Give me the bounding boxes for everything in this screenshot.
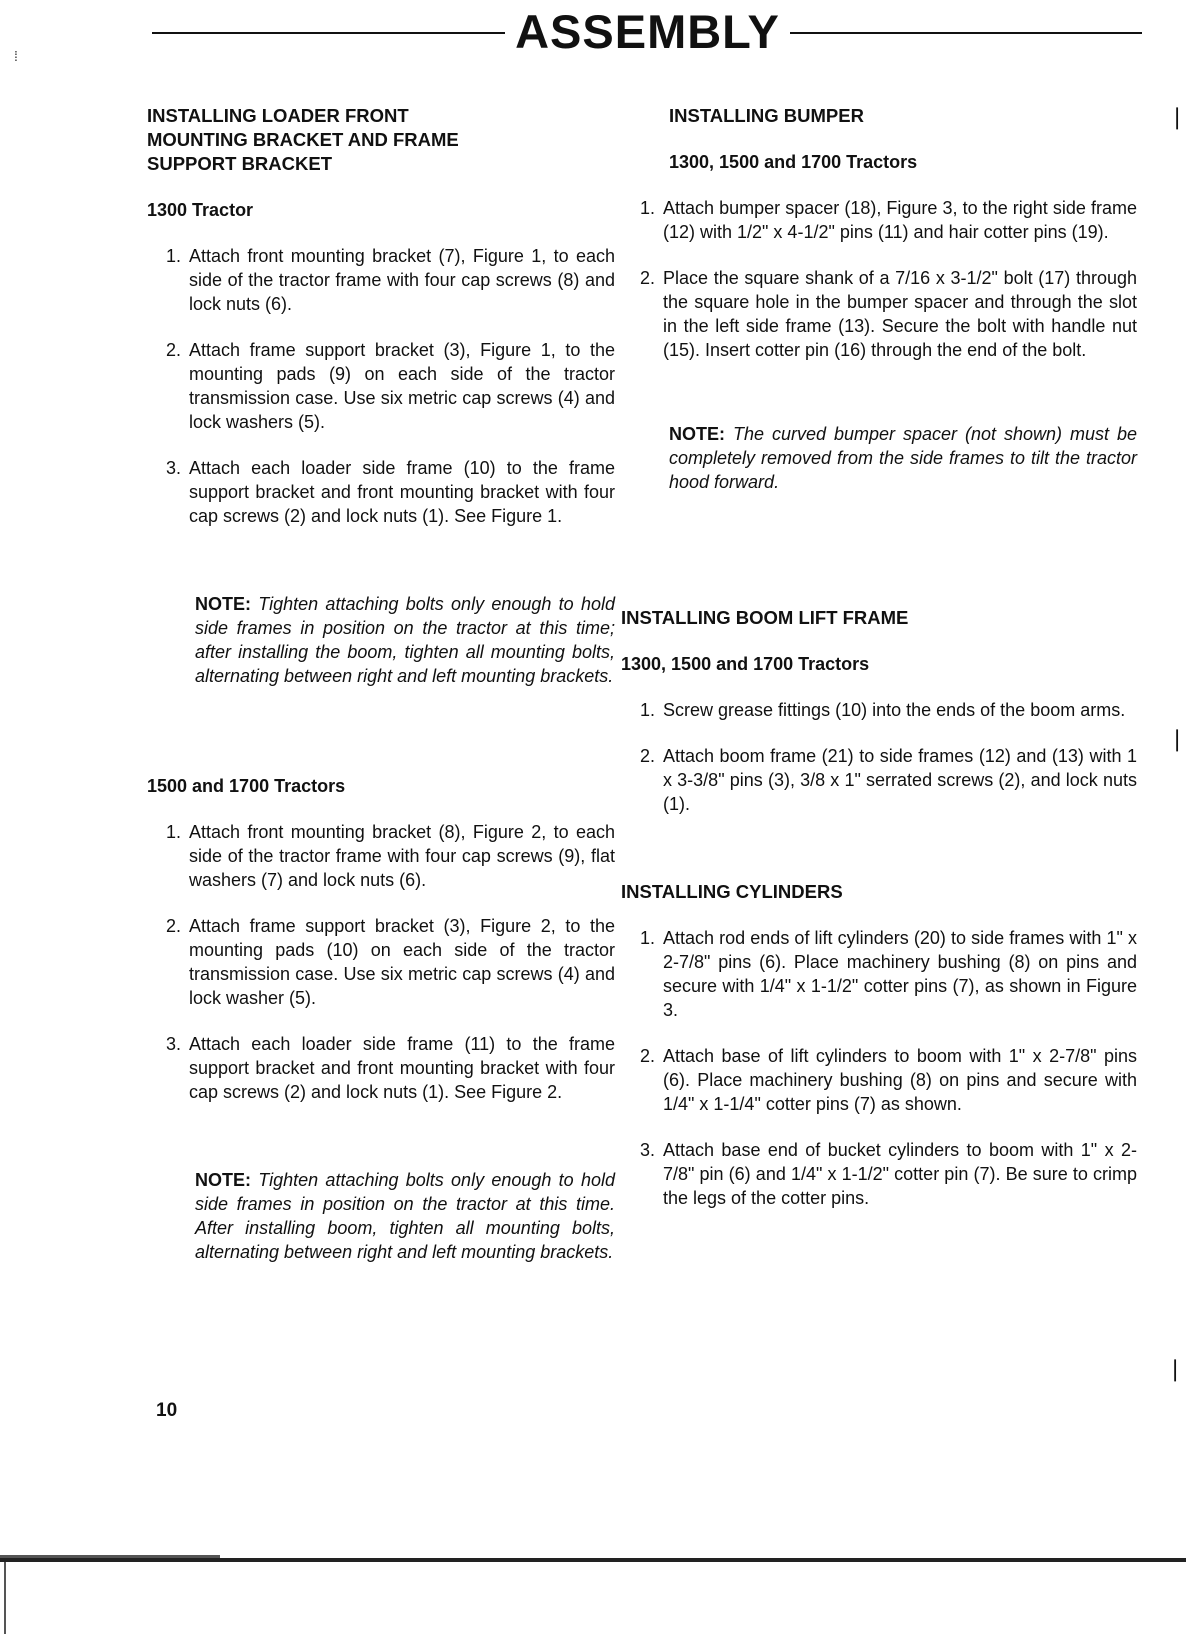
page-title: ASSEMBLY [515,5,780,58]
note-label: NOTE: [669,424,725,444]
scan-mark: ❘ [1166,1356,1185,1381]
section-heading-bumper: INSTALLING BUMPER [669,105,864,126]
section-heading-boom-lift-frame: INSTALLING BOOM LIFT FRAME [621,607,909,628]
margin-line [4,1562,6,1634]
note-label: NOTE: [195,594,251,614]
note-text: Tighten attaching bolts only enough to hold side frames in position on the tractor at this time. After installing boom, tighten all mounting bolts, alternating between right and left mounting brackets. [195,1170,615,1262]
bottom-rule [0,1558,1186,1562]
step-item: 3. Attach each loader side frame (10) to the frame support bracket and front mounting bracket with four cap screws (2) and lock nuts (1). See Figure 1. [165,458,615,526]
note-text: Tighten attaching bolts only enough to hold side frames in position on the tractor at this time; after installing the boom, tighten all mounting bolts, alternating between right and left mounting brackets. [195,594,615,686]
scan-mark: ❘ [1168,104,1186,129]
page-header [0,0,1186,80]
step-item: 3. Attach base end of bucket cylinders to boom with 1" x 2-7/8" pin (6) and 1/4" x 1-1/2" cotter pin (7). Be sure to crimp the legs of the cotter pins. [639,1140,1137,1208]
note-block [669,422,1137,494]
header-rule-left [152,32,505,34]
step-item: 1. Attach rod ends of lift cylinders (20) to side frames with 1" x 2-7/8" pins (6). Place machinery bushing (8) on pins and secure with 1/4" x 1-1/2" cotter pins (7), as shown in Figure 3. [639,928,1137,1020]
step-item: 2. Attach frame support bracket (3), Figure 2, to the mounting pads (10) on each side of the tractor transmission case. Use six metric cap screws (4) and lock washer (5). [165,916,615,1008]
subheading-boom-tractors: 1300, 1500 and 1700 Tractors [621,654,870,674]
margin-mark: ⁞ [14,48,18,64]
section-heading-cylinders: INSTALLING CYLINDERS [621,881,843,902]
subheading-1300-tractor: 1300 Tractor [147,200,254,220]
step-item: 2. Attach boom frame (21) to side frames (12) and (13) with 1 x 3-3/8" pins (3), 3/8 x 1" serrated screws (2), and lock nuts (1). [639,746,1137,814]
step-item: 1. Attach front mounting bracket (7), Figure 1, to each side of the tractor frame with four cap screws (8) and lock nuts (6). [165,246,615,314]
header-rule-right [790,32,1142,34]
note-block [195,592,615,688]
page-number: 10 [156,1400,178,1421]
note-label: NOTE: [195,1170,251,1190]
step-item: 1. Attach bumper spacer (18), Figure 3, to the right side frame (12) with 1/2" x 4-1/2" pins (11) and hair cotter pins (19). [639,198,1137,242]
step-item: 2. Attach base of lift cylinders to boom with 1" x 2-7/8" pins (6). Place machinery bushing (8) on pins and secure with 1/4" x 1-1/4" cotter pins (7) as shown. [639,1046,1137,1114]
note-text: The curved bumper spacer (not shown) must be completely removed from the side frames to tilt the tractor hood forward. [669,424,1137,492]
subheading-bumper-tractors: 1300, 1500 and 1700 Tractors [669,152,918,172]
step-item: 2. Attach frame support bracket (3), Figure 1, to the mounting pads (9) on each side of the tractor transmission case. Use six metric cap screws (4) and lock washers (5). [165,340,615,432]
right-column [621,104,1137,1210]
note-block [195,1168,615,1264]
step-item: 3. Attach each loader side frame (11) to the frame support bracket and front mounting bracket with four cap screws (2) and lock nuts (1). See Figure 2. [165,1034,615,1102]
left-column [147,104,615,1264]
scan-mark: ❘ [1168,726,1186,751]
step-item: 1. Screw grease fittings (10) into the ends of the boom arms. [639,700,1126,720]
step-item: 2. Place the square shank of a 7/16 x 3-1/2" bolt (17) through the square hole in the bumper spacer and through the slot in the left side frame (13). Secure the bolt with handle nut (15). Insert cotter pin (16) through the end of the bolt. [639,268,1137,360]
step-item: 1. Attach front mounting bracket (8), Figure 2, to each side of the tractor frame with four cap screws (9), flat washers (7) and lock nuts (6). [165,822,615,890]
section-heading-loader-bracket: INSTALLING LOADER FRONT MOUNTING BRACKET AND FRAME SUPPORT BRACKET [147,105,459,174]
subheading-1500-1700-tractors: 1500 and 1700 Tractors [147,776,346,796]
